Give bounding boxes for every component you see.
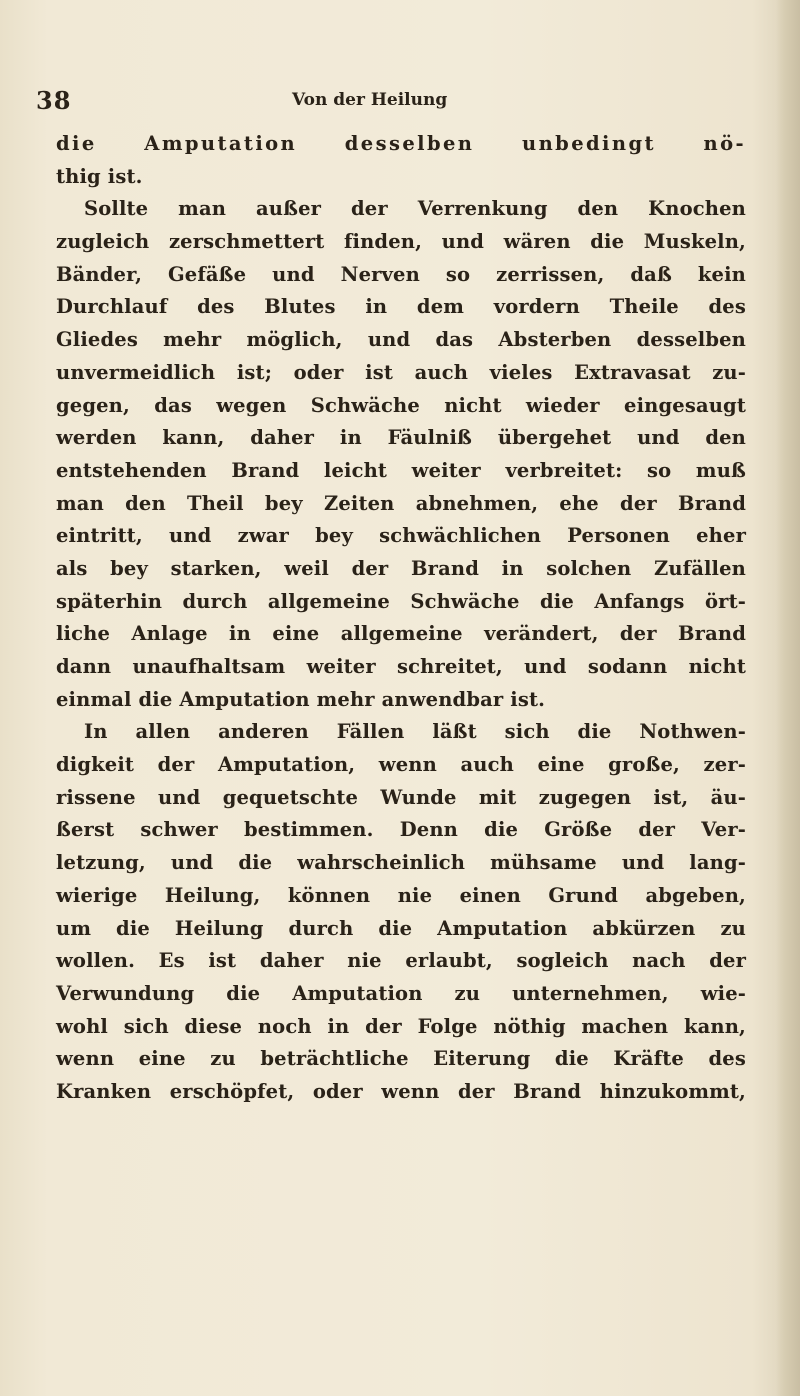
text-line: um die Heilung durch die Amputation abkürzen zu [56, 916, 746, 940]
text-line: digkeit der Amputation, wenn auch eine große, zer- [56, 753, 746, 777]
text-line: unvermeidlich ist; oder ist auch vieles Extravasat zu- [56, 360, 746, 384]
text-line: man den Theil bey Zeiten abnehmen, ehe der Brand [56, 491, 746, 515]
text-line: Kranken erschöpfet, oder wenn der Brand hinzukommt, [56, 1079, 746, 1103]
text-line: entstehenden Brand leicht weiter verbreitet: so muß [56, 458, 746, 482]
text-line: die Amputation desselben unbedingt nö- [56, 132, 746, 155]
text-line: gegen, das wegen Schwäche nicht wieder eingesaugt [56, 393, 746, 417]
text-line: Sollte man außer der Verrenkung den Knochen [84, 197, 746, 221]
text-line: Verwundung die Amputation zu unternehmen, wie- [56, 981, 746, 1005]
text-line: ßerst schwer bestimmen. Denn die Größe der Ver- [56, 818, 746, 842]
text-line: wenn eine zu beträchtliche Eiterung die Kräfte des [56, 1047, 746, 1071]
text-line: als bey starken, weil der Brand in solchen Zufällen [56, 556, 746, 580]
text-line: In allen anderen Fällen läßt sich die Nothwen- [84, 720, 746, 744]
text-line: thig ist. [56, 164, 143, 188]
running-head: Von der Heilung [292, 90, 448, 110]
text-line: letzung, und die wahrscheinlich mühsame und lang- [56, 851, 746, 875]
text-line: Gliedes mehr möglich, und das Absterben desselben [56, 328, 746, 352]
text-line: wohl sich diese noch in der Folge nöthig machen kann, [56, 1014, 746, 1038]
page-header [36, 86, 736, 114]
text-line: dann unaufhaltsam weiter schreitet, und sodann nicht [56, 655, 746, 678]
text-line: zugleich zerschmettert finden, und wären die Muskeln, [56, 230, 746, 254]
text-line: wollen. Es ist daher nie erlaubt, sogleich nach der [56, 949, 746, 973]
text-line: liche Anlage in eine allgemeine verändert, der Brand [56, 622, 746, 646]
text-line: Bänder, Gefäße und Nerven so zerrissen, daß kein [56, 262, 746, 286]
text-line: späterhin durch allgemeine Schwäche die Anfangs ört- [56, 589, 746, 613]
page-edge-shadow [776, 0, 800, 1396]
text-line: werden kann, daher in Fäulniß übergehet und den [56, 426, 746, 450]
text-line: einmal die Amputation mehr anwendbar ist. [56, 687, 546, 711]
text-line: wierige Heilung, können nie einen Grund abgeben, [56, 883, 746, 907]
page-number: 38 [36, 86, 72, 115]
text-line: rissene und gequetschte Wunde mit zugegen ist, äu- [56, 785, 746, 809]
body-text [56, 128, 746, 1109]
text-line: Durchlauf des Blutes in dem vordern Theile des [56, 295, 746, 319]
text-line: eintritt, und zwar bey schwächlichen Personen eher [56, 524, 746, 548]
